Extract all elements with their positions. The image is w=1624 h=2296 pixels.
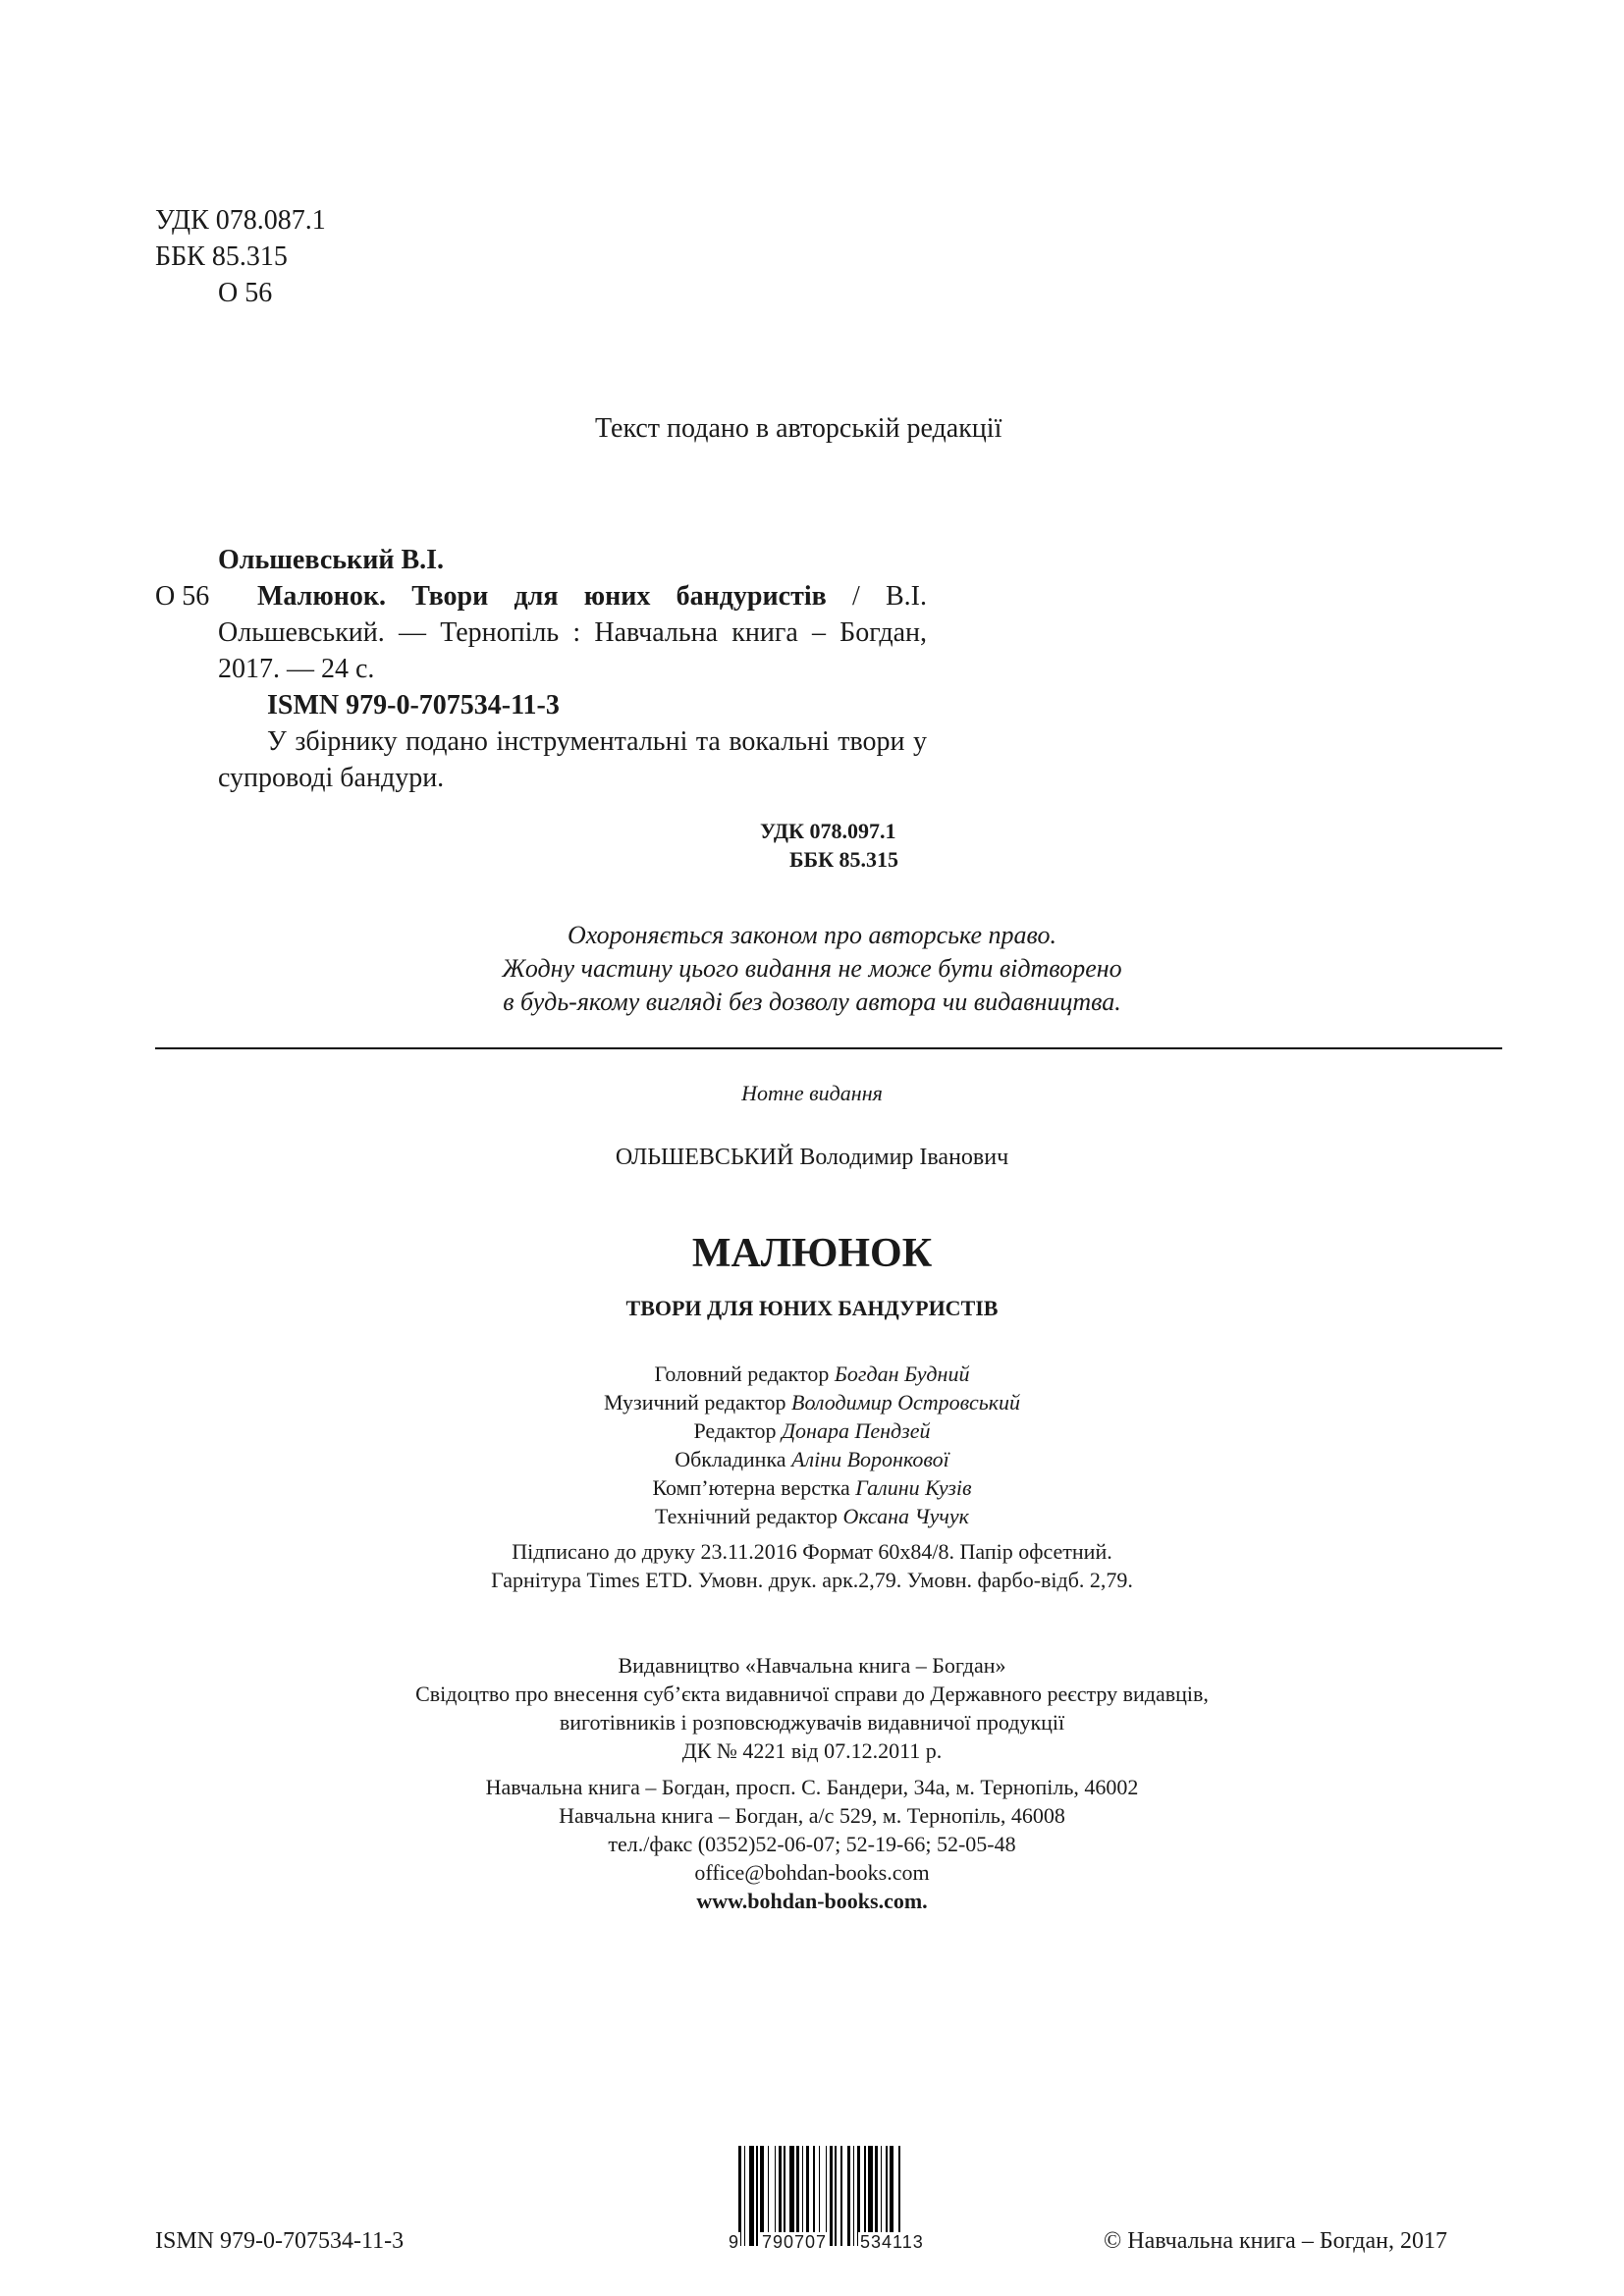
barcode-bar — [868, 2146, 873, 2246]
editor-line — [0, 1388, 1624, 1416]
barcode-bar — [749, 2146, 754, 2246]
copyright-line-1: Охороняється законом про авторське право. — [568, 921, 1056, 949]
barcode-digits-group1: 790707 — [762, 2232, 828, 2252]
barcode-bar — [826, 2146, 828, 2246]
barcode-bar — [760, 2146, 763, 2246]
book-subtitle: ТВОРИ ДЛЯ ЮНИХ БАНДУРИСТІВ — [625, 1296, 999, 1320]
publisher-line-1: Видавництво «Навчальна книга – Богдан» — [618, 1653, 1006, 1678]
barcode — [738, 2146, 947, 2246]
barcode-bar — [789, 2146, 794, 2246]
barcode-bar — [802, 2146, 804, 2246]
edition-type: Нотне видання — [741, 1081, 883, 1105]
publisher-line-3: виготівників і розповсюджувачів видавничої продукції — [559, 1710, 1065, 1735]
editor-line — [0, 1473, 1624, 1502]
barcode-bar — [796, 2146, 799, 2246]
catalog-title: Малюнок. Твори для юних бандуристів — [257, 581, 827, 612]
barcode-bar — [864, 2146, 866, 2246]
barcode-bar — [806, 2146, 809, 2246]
footer-isbn: ISMN 979-0-707534-11-3 — [155, 2228, 405, 2254]
editor-name: Володимир Островський — [791, 1390, 1021, 1415]
barcode-bar — [775, 2146, 777, 2246]
author-edition-note: Текст подано в авторській редакції — [595, 413, 1002, 444]
editor-name: Богдан Будний — [834, 1362, 970, 1386]
barcode-digits-group2: 534113 — [860, 2232, 924, 2252]
catalog-annotation: У збірнику подано інструментальні та вокальні твори у супроводі бандури. — [218, 726, 927, 793]
footer-copyright: © Навчальна книга – Богдан, 2017 — [1104, 2228, 1447, 2254]
editor-role: Обкладинка — [675, 1447, 786, 1471]
barcode-bar — [875, 2146, 878, 2246]
barcode-digit-first: 9 — [729, 2232, 739, 2252]
contact-line: тел./факс (0352)52-06-07; 52-19-66; 52-05-48 — [608, 1832, 1016, 1856]
editor-role: Редактор — [693, 1418, 777, 1443]
editor-role: Головний редактор — [654, 1362, 830, 1386]
divider — [155, 1047, 1502, 1049]
catalog-description — [179, 578, 927, 687]
barcode-bar — [886, 2146, 888, 2246]
contact-line: Навчальна книга – Богдан, просп. С. Бандери, 34а, м. Тернопіль, 46002 — [485, 1775, 1139, 1799]
barcode-bar — [890, 2146, 893, 2246]
copyright-line-3: в будь-якому вигляді без дозволу автора чи видавництва. — [503, 988, 1121, 1016]
publisher-line-2: Свідоцтво про внесення суб’єкта видавничої справи до Державного реєстру видавців, — [415, 1682, 1209, 1706]
barcode-bar — [813, 2146, 815, 2246]
barcode-bar — [784, 2146, 785, 2246]
barcode-bar — [857, 2146, 860, 2246]
contact-email[interactable]: office@bohdan-books.com — [694, 1860, 930, 1885]
editor-line — [0, 1502, 1624, 1530]
editor-name: Донара Пендзей — [782, 1418, 931, 1443]
barcode-bar — [881, 2146, 883, 2246]
barcode-bar — [847, 2146, 850, 2246]
catalog-desc-text: / В.І. Ольшевський. — Тернопіль : Навчальна книга – Богдан, 2017. — 24 с. — [218, 581, 927, 684]
barcode-bar — [819, 2146, 821, 2246]
website-link[interactable]: www.bohdan-books.com. — [696, 1889, 928, 1913]
barcode-bar — [898, 2146, 900, 2246]
editor-name: Галини Кузів — [855, 1475, 972, 1500]
barcode-bar — [840, 2146, 842, 2246]
catalog-isbn: ISMN 979-0-707534-11-3 — [267, 690, 560, 721]
author-full: ОЛЬШЕВСЬКИЙ Володимир Іванович — [615, 1145, 1009, 1170]
barcode-bar — [835, 2146, 837, 2246]
contact-line: Навчальна книга – Богдан, а/с 529, м. Тернопіль, 46008 — [559, 1803, 1065, 1828]
author-mark-header: О 56 — [218, 278, 273, 308]
editor-role: Технічний редактор — [655, 1504, 839, 1528]
barcode-bar — [768, 2146, 770, 2246]
book-title: МАЛЮНОК — [691, 1231, 933, 1276]
editor-role: Музичний редактор — [603, 1390, 786, 1415]
udk-header: УДК 078.087.1 — [155, 205, 326, 236]
barcode-bar — [853, 2146, 855, 2246]
catalog-bbk: ББК 85.315 — [789, 847, 899, 872]
barcode-bar — [744, 2146, 746, 2246]
editor-line — [0, 1445, 1624, 1473]
editor-line — [0, 1416, 1624, 1445]
publisher-line-4: ДК № 4221 від 07.12.2011 р. — [681, 1738, 943, 1763]
barcode-bar — [779, 2146, 782, 2246]
catalog-author: Ольшевський В.І. — [218, 545, 445, 575]
barcode-bar — [738, 2146, 741, 2246]
catalog-udk: УДК 078.097.1 — [760, 819, 896, 843]
print-info-2: Гарнітура Times ETD. Умовн. друк. арк.2,79. Умовн. фарбо-відб. 2,79. — [491, 1568, 1133, 1592]
barcode-bar — [756, 2146, 758, 2246]
catalog-mark: О 56 — [155, 581, 210, 612]
bbk-header: ББК 85.315 — [155, 241, 288, 272]
copyright-line-2: Жодну частину цього видання не може бути відтворено — [502, 954, 1122, 983]
editor-name: Оксана Чучук — [842, 1504, 969, 1528]
barcode-bar — [830, 2146, 833, 2246]
print-info-1: Підписано до друку 23.11.2016 Формат 60х84/8. Папір офсетний. — [512, 1539, 1112, 1564]
editor-line — [0, 1360, 1624, 1388]
editor-role: Комп’ютерна верстка — [652, 1475, 850, 1500]
editor-name: Аліни Воронкової — [791, 1447, 949, 1471]
